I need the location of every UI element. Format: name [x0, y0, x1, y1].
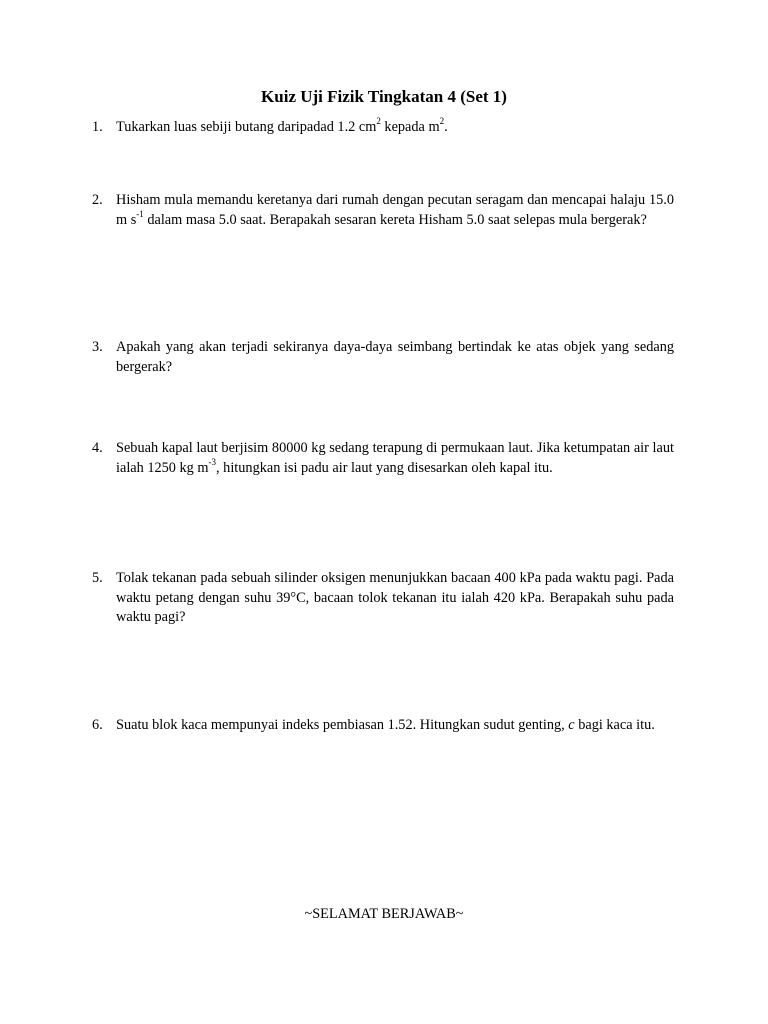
question-number: 2.: [92, 192, 103, 208]
question-4: [92, 439, 674, 478]
question-6: [92, 716, 674, 736]
question-number: 4.: [92, 440, 103, 456]
closing-note: ~SELAMAT BERJAWAB~: [304, 906, 464, 922]
question-number: 1.: [92, 119, 103, 135]
question-number: 5.: [92, 570, 103, 586]
question-5: [92, 569, 674, 628]
superscript: 2: [376, 116, 381, 127]
question-text: Apakah yang akan terjadi sekiranya daya-daya seimbang bertindak ke atas objek yang sedang bergerak?: [116, 339, 674, 375]
superscript: -3: [208, 456, 217, 467]
superscript: -1: [136, 208, 144, 219]
question-number: 3.: [92, 339, 103, 355]
question-text: Hisham mula memandu keretanya dari rumah dengan pecutan seragam dan mencapai halaju 15.0 m $s^{-1}$ dalam masa 5.0 saat. Berapakah sesaran kereta Hisham 5.0 saat selepas mula bergerak?: [116, 192, 674, 228]
superscript: 2: [439, 116, 445, 127]
question-2: [92, 191, 674, 230]
question-text: Suatu blok kaca mempunyai indeks pembiasan 1.52. Hitungkan sudut genting, c bagi kaca itu.: [116, 717, 655, 733]
page-title: Kuiz Uji Fizik Tingkatan 4 (Set 1): [261, 87, 507, 106]
question-text: Tukarkan luas sebiji butang daripadad 1.2 $cm^2$ kepada $m^2$.: [116, 116, 448, 135]
variable-symbol: c: [568, 717, 575, 733]
question-3: [92, 338, 674, 377]
question-text: Tolak tekanan pada sebuah silinder oksigen menunjukkan bacaan 400 kPa pada waktu pagi. Pada waktu petang dengan suhu 39°C, bacaan tolok tekanan itu ialah 420 kPa. Berapakah suhu pada waktu pagi?: [116, 570, 674, 625]
question-text: Sebuah kapal laut berjisim 80000 kg sedang terapung di permukaan laut. Jika ketumpatan air laut ialah 1250 kg $m^{-3}$, hitungkan isi padu air laut yang disesarkan oleh kapal itu.: [116, 440, 674, 476]
question-number: 6.: [92, 717, 103, 733]
question-1: [92, 118, 674, 138]
